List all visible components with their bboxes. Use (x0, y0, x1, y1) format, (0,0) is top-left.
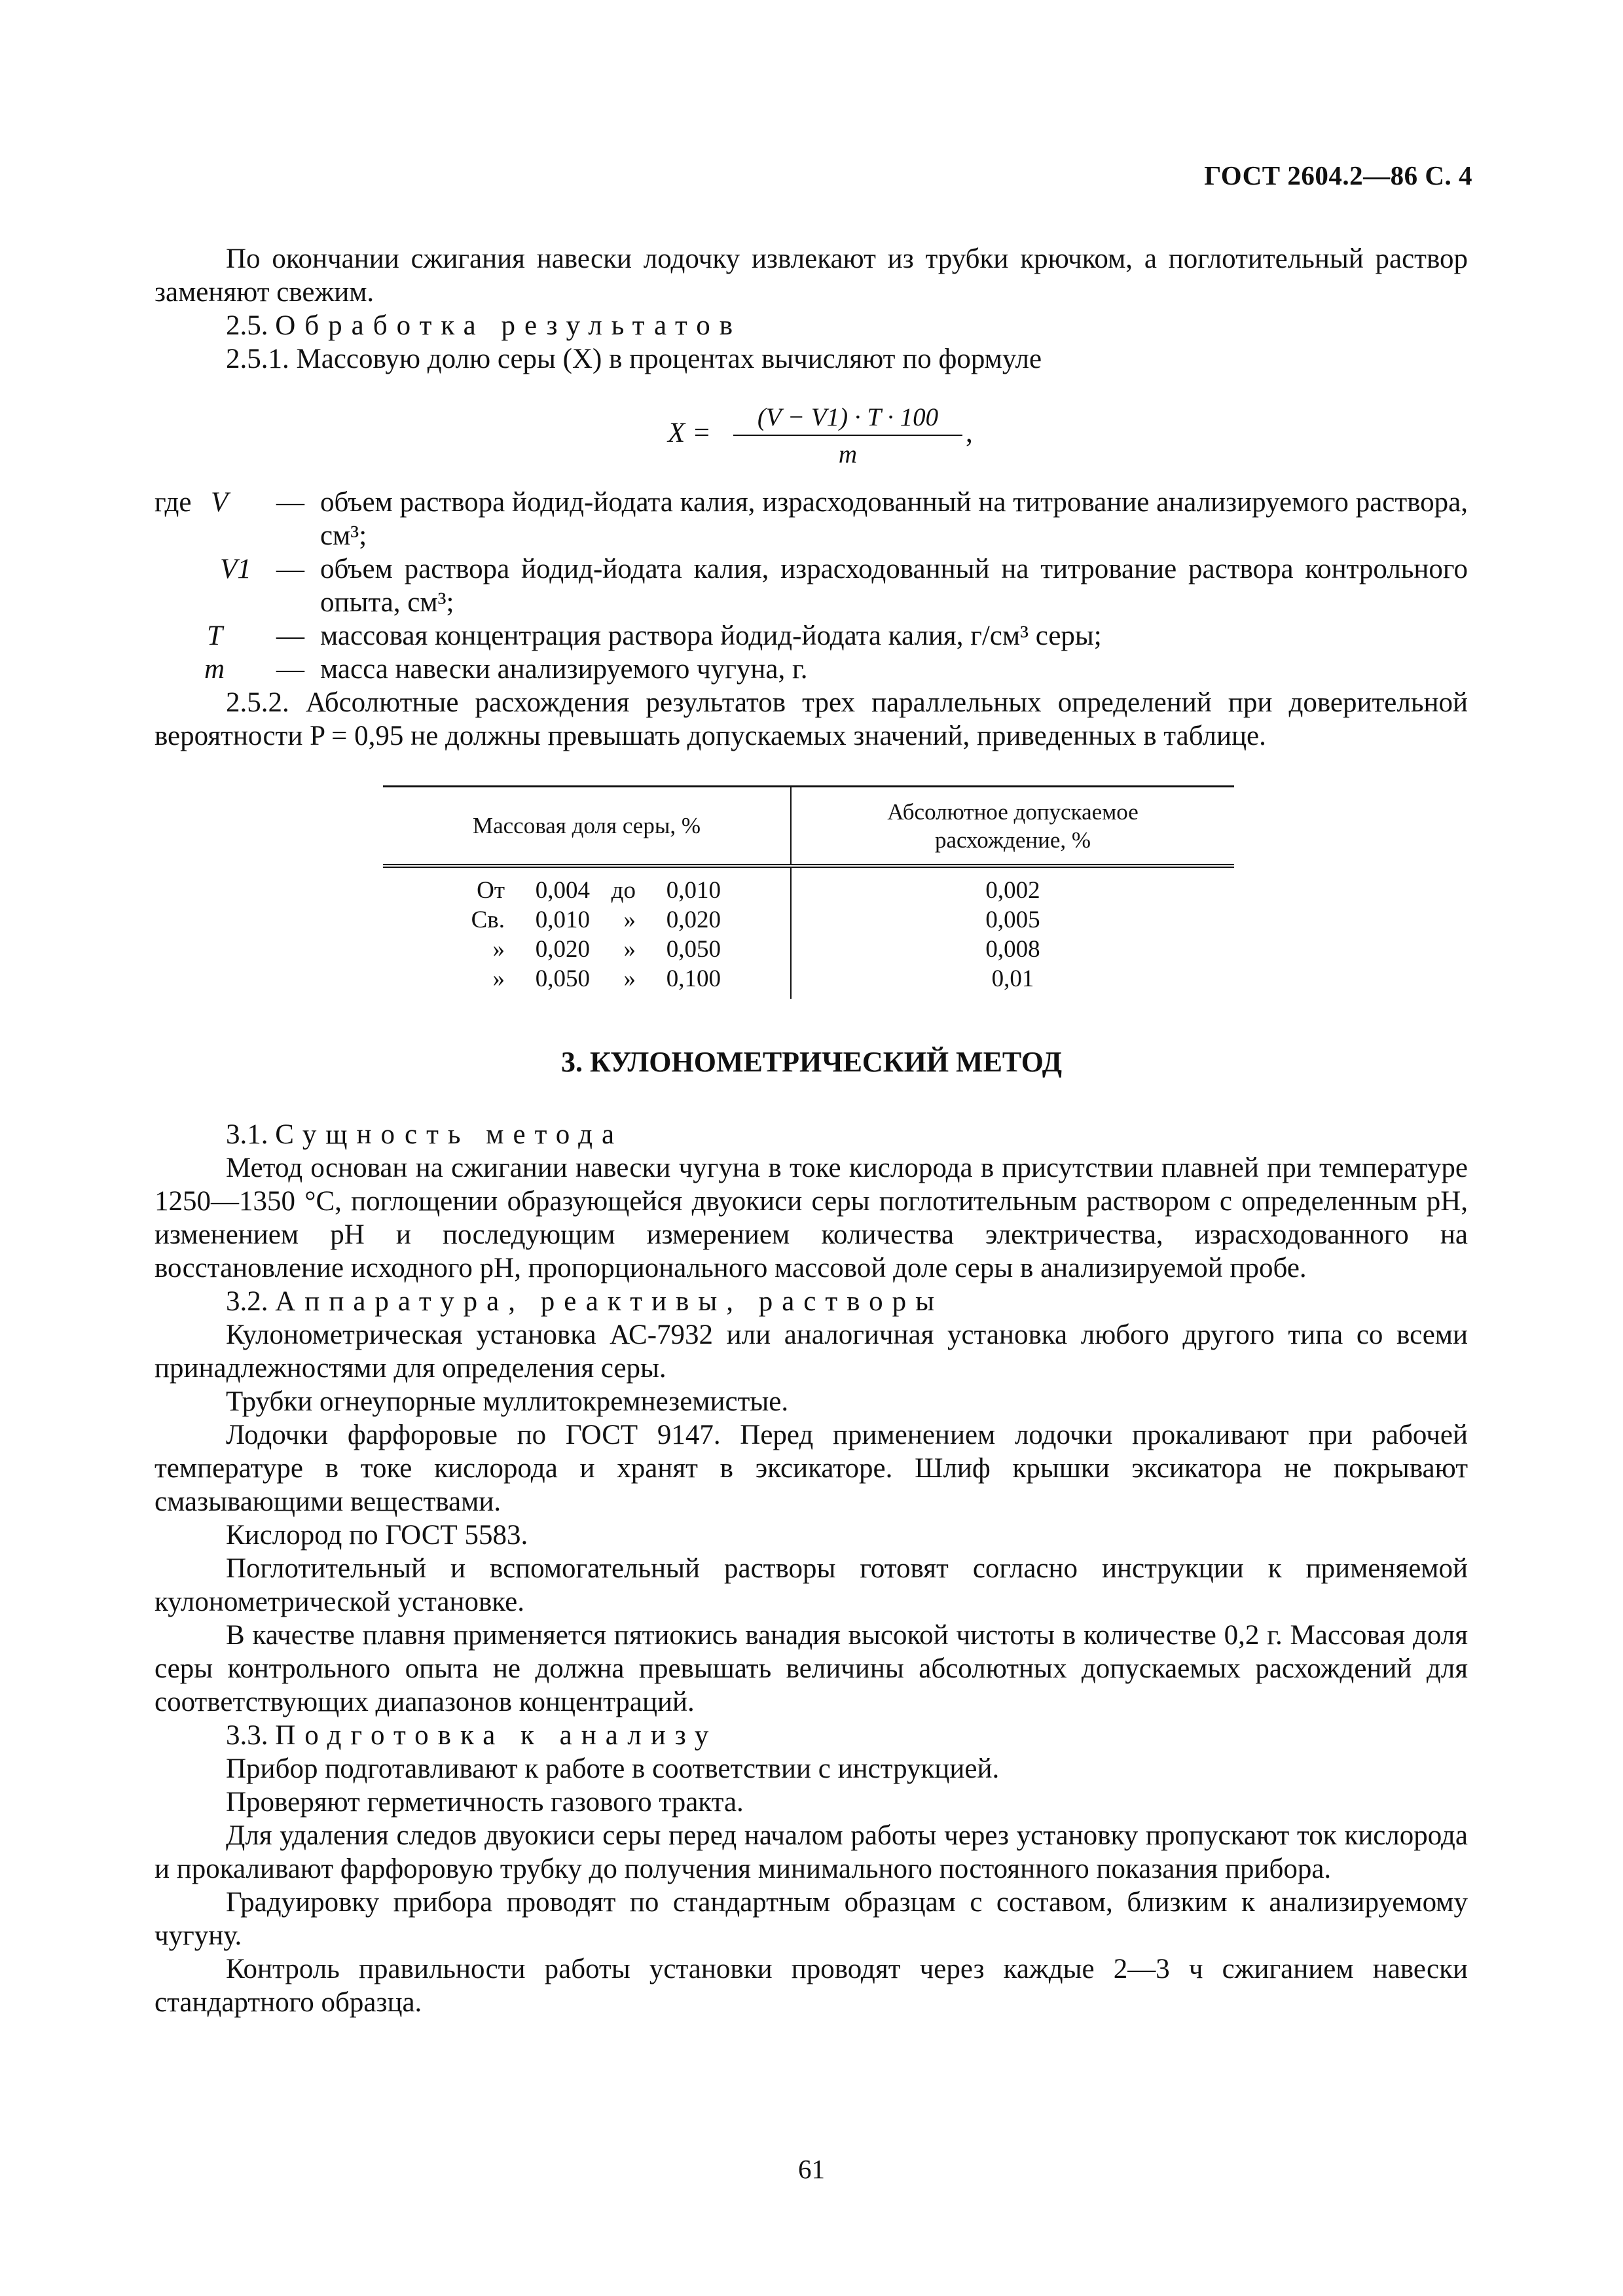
paragraph-2-5-2: 2.5.2. Абсолютные расхождения результатов трех параллельных определений при доверительной вероятности P = 0,95 не должны превышать допускаемых значений, приведенных в таблице. (155, 687, 1468, 751)
definition-row (155, 552, 1468, 619)
paragraph-3-3-calibration: Градуировку прибора проводят по стандартным образцам с составом, близким к анализируемому чугуну. (155, 1887, 1468, 1951)
tolerance-table-grid (383, 785, 1234, 999)
definition-symbol: T (207, 620, 223, 651)
paragraph-3-3-prepare: Прибор подготавливают к работе в соответствии с инструкцией. (226, 1753, 1000, 1784)
section-3-title: 3. КУЛОНОМЕТРИЧЕСКИЙ МЕТОД (560, 1046, 1062, 1078)
definition-symbol: m (204, 654, 225, 685)
formula-numerator: (V − V1) · T · 100 (733, 403, 962, 436)
heading-3-3-number: 3.3. (226, 1720, 268, 1751)
heading-3-1 (155, 1118, 1468, 1151)
paragraph-2-5-1: 2.5.1. Массовую долю серы (X) в процентах вычисляют по формуле (226, 344, 1042, 374)
formula-denominator: m (838, 440, 858, 469)
paragraph-3-2-solutions: Поглотительный и вспомогательный растворы готовят согласно инструкции к применяемой кулонометрической установке. (155, 1553, 1468, 1617)
paragraph-3-2-flux: В качестве плавня применяется пятиокись ванадия высокой чистоты в количестве 0,2 г. Массовая доля серы контрольного опыта не должна превышать величины абсолютных допускаемых расхождений для соответствующих диапазонов концентраций. (155, 1620, 1468, 1717)
definition-text: объем раствора йодид-йодата калия, израсходованный на титрование раствора контрольного опыта, см³; (320, 554, 1468, 618)
heading-3-1-title: Сущность метода (275, 1119, 624, 1150)
table-cell-ranges (383, 866, 791, 999)
table-row (383, 866, 1234, 999)
paragraph-3-3-leak-check: Проверяют герметичность газового тракта. (226, 1787, 744, 1818)
definition-dash: — (276, 620, 304, 651)
tolerance-value: 0,01 (991, 965, 1034, 992)
formula-comma: , (966, 418, 973, 448)
paragraph-combustion-end: По окончании сжигания навески лодочку извлекают из трубки крючком, а поглотительный раствор заменяют свежим. (155, 243, 1468, 308)
heading-3-1-number: 3.1. (226, 1119, 268, 1150)
page-number: 61 (798, 2154, 825, 2184)
range-row: От 0,004 до 0,010 (477, 877, 721, 904)
table-header-mass-fraction: Массовая доля серы, % (383, 787, 791, 867)
definition-row (155, 486, 1468, 552)
definition-dash: — (276, 487, 304, 518)
heading-3-3-title: Подготовка к анализу (275, 1720, 718, 1751)
paragraph-3-2-apparatus: Кулонометрическая установка АС-7932 или аналогичная установка любого другого типа со всеми принадлежностями для определения серы. (155, 1319, 1468, 1384)
definition-text: масса навески анализируемого чугуна, г. (320, 654, 808, 685)
range-row: » 0,050 » 0,100 (492, 965, 721, 992)
top-block (155, 242, 1468, 376)
heading-3-2-number: 3.2. (226, 1286, 268, 1317)
heading-2-5-number: 2.5. (226, 310, 268, 341)
heading-2-5-title: Обработка результатов (275, 310, 742, 341)
heading-2-5 (155, 309, 1468, 342)
definition-dash: — (276, 654, 304, 685)
paragraph-3-3-control: Контроль правильности работы установки проводят через каждые 2—3 ч сжиганием навески стандартного образца. (155, 1954, 1468, 2018)
formula-fraction (733, 403, 962, 469)
definition-dash: — (276, 554, 304, 584)
range-row: » 0,020 » 0,050 (492, 936, 721, 963)
formula-lhs: X = (668, 418, 712, 448)
definition-text: массовая концентрация раствора йодид-йодата калия, г/см³ серы; (320, 620, 1102, 651)
definition-symbol: V1 (220, 554, 251, 584)
heading-3-3 (155, 1719, 1468, 1752)
paragraph-3-3-purge: Для удаления следов двуокиси серы перед началом работы через установку пропускают ток кислорода и прокаливают фарфоровую трубку до получения минимального постоянного показания прибора. (155, 1820, 1468, 1884)
table-cell-tolerances (791, 866, 1234, 999)
tolerance-value: 0,002 (985, 877, 1040, 904)
section-3-body (155, 1118, 1468, 2019)
tolerance-value: 0,008 (985, 936, 1040, 963)
heading-3-2-title: Аппаратура, реактивы, растворы (275, 1286, 944, 1317)
paragraph-3-2-boats: Лодочки фарфоровые по ГОСТ 9147. Перед применением лодочки прокаливают при рабочей температуре в токе кислорода и хранят в эксикаторе. Шлиф крышки эксикатора не покрывают смазывающими веществами. (155, 1420, 1468, 1517)
paragraph-3-2-tubes: Трубки огнеупорные муллитокремнеземистые. (226, 1386, 789, 1417)
formula-definitions (155, 486, 1468, 753)
table-header-row (383, 787, 1234, 867)
definition-row (155, 619, 1468, 653)
tolerance-table (383, 785, 1234, 999)
definition-row (155, 653, 1468, 686)
range-row: Св. 0,010 » 0,020 (471, 906, 721, 933)
table-header-tolerance: Абсолютное допускаемое расхождение, % (887, 798, 1139, 853)
tolerance-value: 0,005 (985, 906, 1040, 933)
heading-3-2 (155, 1285, 1468, 1318)
definition-text: объем раствора йодид-йодата калия, израсходованный на титрование анализируемого раствора, см³; (320, 487, 1468, 551)
definition-lead: где (155, 487, 192, 518)
paragraph-3-2-oxygen: Кислород по ГОСТ 5583. (226, 1520, 528, 1551)
document-header: ГОСТ 2604.2—86 С. 4 (1204, 160, 1472, 190)
definition-symbol: V (211, 487, 228, 518)
paragraph-3-1: Метод основан на сжигании навески чугуна в токе кислорода в присутствии плавней при температуре 1250—1350 °С, поглощении образующейся двуокиси серы поглотительным раствором с определенным рН, изменением рН и последующим измерением количества электричества, израсходованного на восстановление исходного рН, пропорционального массовой доле серы в анализируемой пробе. (155, 1153, 1468, 1283)
